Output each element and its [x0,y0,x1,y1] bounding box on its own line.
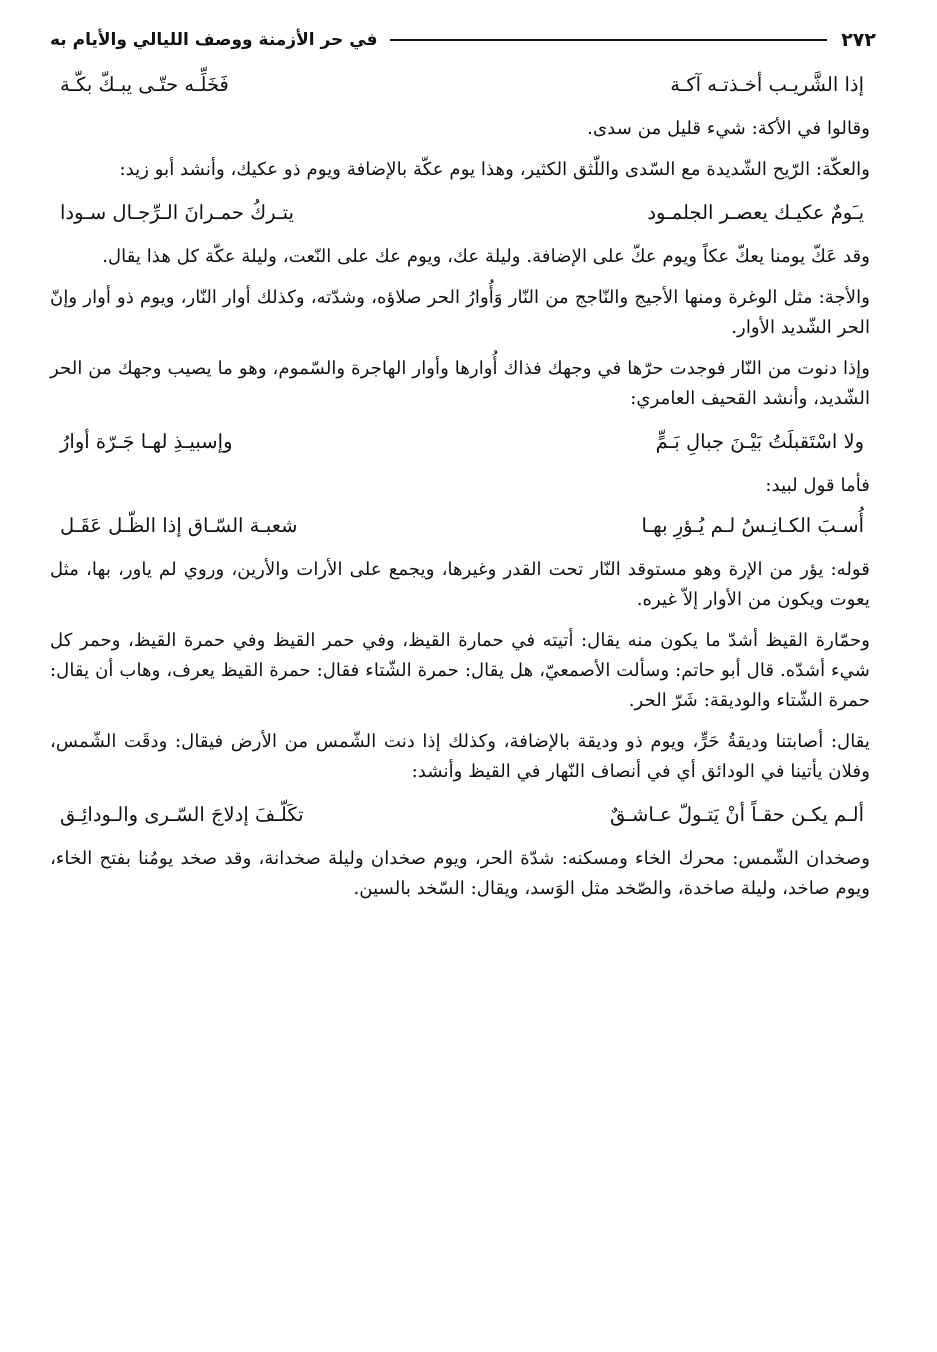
verse-first-hemistich: ألـم يكـن حقـاً أنْ يَتـولّ عـاشـقٌ [610,803,864,826]
paragraph: وحمّارة القيظ أشدّ ما يكون منه يقال: أتيته في حمارة القيظ، وفي حمر القيظ وفي حمرة القيظ، وحمر كل شيء أشدّه. قال أبو حاتم: وسألت الأصمعيّ، هل يقال: حمرة الشّتاء فقال: حمرة القيظ يعرف، وهاب أن يقال: حمرة الشّتاء والوديقة: شَرّ الحر. [50,630,870,711]
verse-line [50,425,870,459]
paragraph: وقالوا في الأكة: شيء قليل من سدى. [587,118,870,139]
verse-introduction: فأما قول لبيد: [765,475,870,496]
verse-second-hemistich: تكَلّـفَ إدلاجَ السّـرى والـودائِـق [60,803,304,826]
verse-line [50,68,870,102]
page-body [50,68,876,904]
verse-line [50,509,870,543]
paragraph: وإذا دنوت من النّار فوجدت حرّها في وجهك فذاك أُوارها وأوار الهاجرة والسّموم، وهو ما يصيب وجهك من الحر الشّديد، وأنشد القحيف العامري: [50,358,870,409]
paragraph: يقال: أصابتنا وديقةُ حَرٍّ، ويوم ذو وديقة بالإضافة، وكذلك إذا دنت الشّمس من الأرض فيقال: ودقَت الشّمس، وفلان يأتينا في الودائق أي في أنصاف النّهار في القيظ وأنشد: [50,731,870,782]
running-title: في حر الأزمنة ووصف الليالي والأيام به [50,30,378,50]
page-header [50,22,876,58]
verse-first-hemistich: أُسـبَ الكـانِـسُ لـم يُـؤرِ بهـا [641,514,864,537]
paragraph: والأجة: مثل الوغرة ومنها الأجيج والنّاجج من النّار وَأُوارُ الحر صلاؤه، وشدّته، وكذلك أوار النّار، ويوم ذو أوار وإنّ الحر الشّديد الأوار. [50,287,870,338]
verse-first-hemistich: إذا الشَّريـب أخـذتـه آكـة [670,73,864,96]
verse-line [50,798,870,832]
paragraph: والعكّة: الرّيح الشّديدة مع السّدى واللّثق الكثير، وهذا يوم عكّة بالإضافة ويوم ذو عكيك، وأنشد أبو زيد: [119,159,870,180]
verse-second-hemistich: شعبـة السّـاق إذا الظّـل عَقَـل [60,514,298,537]
header-rule [390,39,828,41]
paragraph: قوله: يؤر من الإرة وهو مستوقد النّار تحت القدر وغيرها، ويجمع على الأرات والأرين، وروي لم ياور، بها، مثل يعوت ويكون من الأوار إلاّ غيره. [50,559,870,610]
verse-first-hemistich: يـَومٌ عكيـك يعصـر الجلمـود [647,201,864,224]
paragraph: وقد عَكّ يومنا يعكّ عكاً ويوم عكّ على الإضافة. وليلة عك، ويوم عك على النّعت، وليلة عكّة كل هذا يقال. [102,246,870,267]
page-number: ٢٧٢ [841,29,876,51]
book-page [50,22,876,915]
verse-second-hemistich: فَخَلِّـه حتّـى يبـكّ بكّـة [60,73,229,96]
paragraph: وصخدان الشّمس: محرك الخاء ومسكنه: شدّة الحر، ويوم صخدان وليلة صخدانة، وقد صخد يومُنا بفتح الخاء، ويوم صاخد، وليلة صاخدة، والصّخد مثل الوَسد، ويقال: السّخد بالسين. [50,848,870,899]
verse-first-hemistich: ولا اسْتَقبلَتُ بَيْـنَ جبالِ بَـمٍّ [655,430,864,453]
verse-second-hemistich: يتـركُ حمـرانَ الـرِّجـال سـودا [60,201,294,224]
verse-second-hemistich: وإسبيـذِ لهـا جَـرّة أوارُ [60,430,233,453]
verse-line [50,196,870,230]
